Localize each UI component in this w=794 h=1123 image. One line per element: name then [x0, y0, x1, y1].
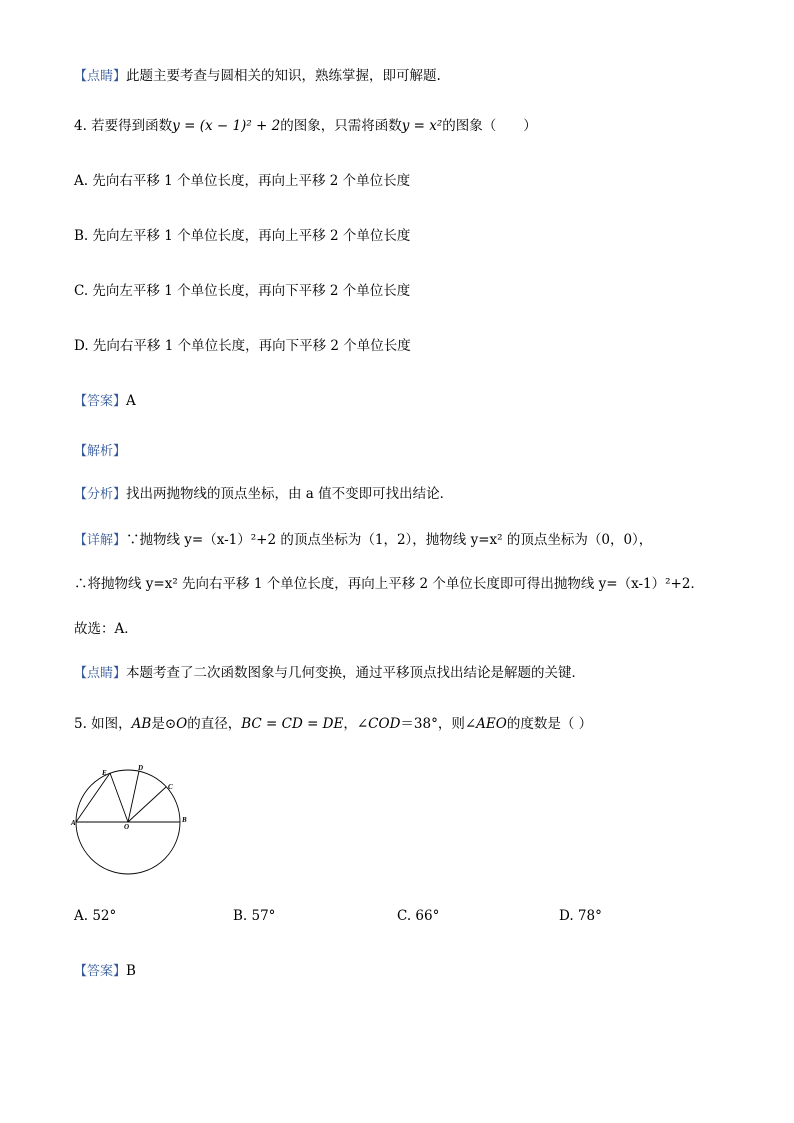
label-e: E [102, 769, 107, 777]
label-c: C [168, 783, 173, 791]
dianjing-line-2: 【点睛】本题考查了二次函数图象与几何变换，通过平移顶点找出结论是解题的关键． [74, 665, 586, 681]
q5-option-c: C. 66° [397, 908, 440, 924]
analysis-heading: 【解析】 [74, 444, 127, 459]
question-4-stem: 4. 若要得到函数y = (x − 1)² + 2的图象，只需将函数y = x²的图象（ ） [74, 118, 537, 134]
q5-option-a: A. 52° [74, 908, 117, 924]
q4-option-c: C. 先向左平移 1 个单位长度，再向下平移 2 个单位长度 [74, 283, 411, 299]
question-5-stem: 5. 如图，AB是⊙O的直径，BC = CD = DE，∠COD＝38°，则∠AEO的度数是（ ） [74, 716, 593, 732]
q5-option-d: D. 78° [559, 908, 602, 924]
q4-option-a: A. 先向右平移 1 个单位长度，再向上平移 2 个单位长度 [74, 173, 411, 189]
answer-4: 【答案】A [74, 393, 136, 409]
answer-5: 【答案】B [74, 963, 136, 979]
label-a: A [71, 819, 76, 827]
formula-2: y = x² [401, 118, 443, 134]
label-b: B [182, 816, 187, 824]
q5-option-b: B. 57° [233, 908, 276, 924]
segment-ae [76, 773, 110, 822]
label-d: D [138, 764, 144, 772]
label-o: O [124, 823, 130, 831]
therefore-line: ∴将抛物线 y=x² 先向右平移 1 个单位长度，再向上平移 2 个单位长度即可得出抛物线 y=（x-1）²+2． [74, 576, 704, 592]
choose-line: 故选：A． [74, 621, 138, 637]
segment-od [128, 771, 139, 822]
segment-oe [110, 773, 128, 822]
fenxi-line: 【分析】找出两抛物线的顶点坐标，由 a 值不变即可找出结论． [74, 486, 454, 502]
arc-equality: BC = CD = DE [241, 716, 344, 732]
q4-option-b: B. 先向左平移 1 个单位长度，再向上平移 2 个单位长度 [74, 228, 411, 244]
xiangjie-line: 【详解】∵抛物线 y=（x-1）²+2 的顶点坐标为（1，2），抛物线 y=x² 的顶点坐标为（0，0）， [74, 532, 653, 548]
formula-1: y = (x − 1)² + 2 [172, 118, 281, 134]
dianjing-line-1 [74, 67, 441, 86]
dianjing-tag: 【点睛】 [74, 69, 127, 84]
q4-option-d: D. 先向右平移 1 个单位长度，再向下平移 2 个单位长度 [74, 338, 411, 354]
segment-oc [128, 787, 166, 822]
dianjing-text: 此题主要考查与圆相关的知识，熟练掌握，即可解题. [126, 68, 441, 84]
circle-figure [66, 760, 196, 878]
